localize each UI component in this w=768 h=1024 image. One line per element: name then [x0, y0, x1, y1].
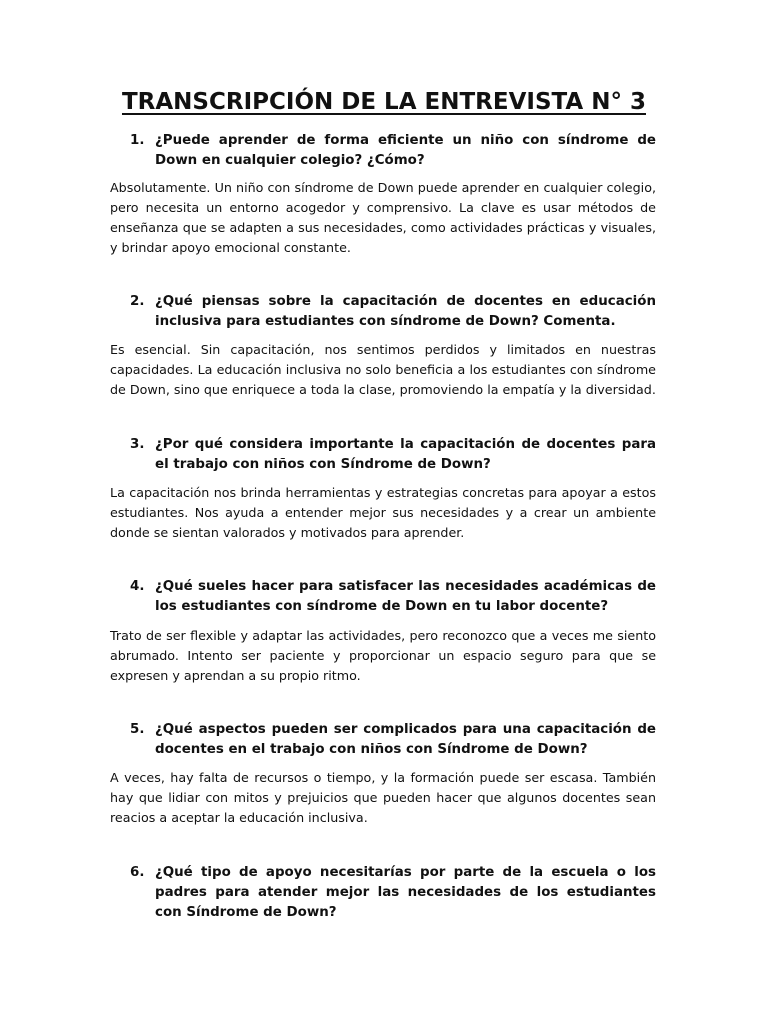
question-text: ¿Qué tipo de apoyo necesitarías por parte de la escuela o los padres para atender mejor las necesidades de los estudiantes con Síndrome de Down? [155, 865, 656, 920]
question-number: 1. [130, 133, 145, 148]
question-5 [130, 720, 656, 760]
answer-1: Absolutamente. Un niño con síndrome de Down puede aprender en cualquier colegio, pero necesita un entorno acogedor y comprensivo. La clave es usar métodos de enseñanza que se adapten a sus necesidades, como actividades prácticas y visuales, y brindar apoyo emocional constante. [110, 180, 656, 255]
answer-3: La capacitación nos brinda herramientas y estrategias concretas para apoyar a estos estudiantes. Nos ayuda a entender mejor sus necesidades y a crear un ambiente donde se sientan valorados y motivados para aprender. [110, 485, 656, 540]
question-1 [130, 131, 656, 171]
question-text: ¿Puede aprender de forma eficiente un niño con síndrome de Down en cualquier colegio? ¿Cómo? [155, 133, 656, 168]
question-text: ¿Qué aspectos pueden ser complicados para una capacitación de docentes en el trabajo con niños con Síndrome de Down? [155, 722, 656, 757]
answer-2: Es esencial. Sin capacitación, nos sentimos perdidos y limitados en nuestras capacidades. La educación inclusiva no solo beneficia a los estudiantes con síndrome de Down, sino que enriquece a toda la clase, promoviendo la empatía y la diversidad. [110, 342, 656, 397]
document-title: TRANSCRIPCIÓN DE LA ENTREVISTA N° 3 [121, 89, 646, 115]
question-number: 5. [130, 722, 145, 737]
question-number: 6. [130, 865, 145, 880]
question-2 [130, 292, 656, 332]
question-text: ¿Por qué considera importante la capacitación de docentes para el trabajo con niños con Síndrome de Down? [155, 437, 656, 472]
question-4 [130, 577, 656, 617]
question-6 [130, 863, 656, 923]
question-3 [130, 435, 656, 475]
question-text: ¿Qué piensas sobre la capacitación de docentes en educación inclusiva para estudiantes con síndrome de Down? Comenta. [155, 294, 656, 329]
answer-4: Trato de ser flexible y adaptar las actividades, pero reconozco que a veces me siento abrumado. Intento ser paciente y proporcionar un espacio seguro para que se expresen y aprendan a su propio ritmo. [110, 628, 656, 683]
question-number: 2. [130, 294, 145, 309]
answer-5: A veces, hay falta de recursos o tiempo, y la formación puede ser escasa. También hay que lidiar con mitos y prejuicios que pueden hacer que algunos docentes sean reacios a aceptar la educación inclusiva. [110, 770, 656, 825]
question-number: 3. [130, 437, 145, 452]
question-number: 4. [130, 579, 145, 594]
question-text: ¿Qué sueles hacer para satisfacer las necesidades académicas de los estudiantes con síndrome de Down en tu labor docente? [155, 579, 656, 614]
